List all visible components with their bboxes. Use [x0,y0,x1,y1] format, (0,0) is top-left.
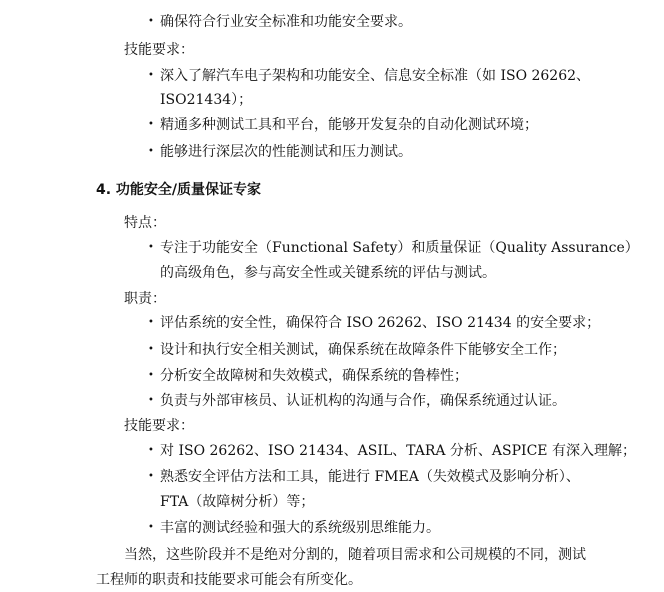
bullet-icon: • [148,317,154,328]
list-item: 专注于功能安全（Functional Safety）和质量保证（Quality Assurance） [160,240,639,256]
bullet-icon: • [148,146,154,157]
bullet-icon: • [148,344,154,355]
bullet-icon: • [148,395,154,406]
conclusion-paragraph-line: 工程师的职责和技能要求可能会有所变化。 [96,572,362,588]
features-label: 特点： [124,215,166,231]
list-item: 设计和执行安全相关测试，确保系统在故障条件下能够安全工作； [160,342,566,358]
list-item: 精通多种测试工具和平台，能够开发复杂的自动化测试环境； [160,117,538,133]
list-item: 熟悉安全评估方法和工具，能进行 FMEA（失效模式及影响分析）、 [160,469,580,485]
bullet-icon: • [148,16,154,27]
bullet-icon: • [148,370,154,381]
list-item: 丰富的测试经验和强大的系统级别思维能力。 [160,520,440,536]
duties-label: 职责： [124,291,166,307]
list-item-continuation: ISO21434）； [160,92,253,108]
bullet-icon: • [148,119,154,130]
list-item: 深入了解汽车电子架构和功能安全、信息安全标准（如 ISO 26262、 [160,68,591,84]
bullet-icon: • [148,445,154,456]
list-item: 确保符合行业安全标准和功能安全要求。 [160,14,412,30]
list-item: 评估系统的安全性，确保符合 ISO 26262、ISO 21434 的安全要求； [160,315,601,331]
bullet-icon: • [148,242,154,253]
conclusion-paragraph-line: 当然，这些阶段并不是绝对分割的，随着项目需求和公司规模的不同，测试 [124,547,586,563]
bullet-icon: • [148,70,154,81]
list-item: 对 ISO 26262、ISO 21434、ASIL、TARA 分析、ASPICE 有深入理解； [160,443,636,459]
skills-label: 技能要求： [124,418,194,434]
list-item-continuation: FTA（故障树分析）等； [160,494,315,510]
list-item-continuation: 的高级角色，参与高安全性或关键系统的评估与测试。 [160,265,496,281]
skills-label: 技能要求： [124,42,194,58]
list-item: 能够进行深层次的性能测试和压力测试。 [160,144,412,160]
section-heading: 4. 功能安全/质量保证专家 [96,182,262,198]
list-item: 负责与外部审核员、认证机构的沟通与合作，确保系统通过认证。 [160,393,566,409]
list-item: 分析安全故障树和失效模式，确保系统的鲁棒性； [160,368,468,384]
bullet-icon: • [148,522,154,533]
bullet-icon: • [148,471,154,482]
